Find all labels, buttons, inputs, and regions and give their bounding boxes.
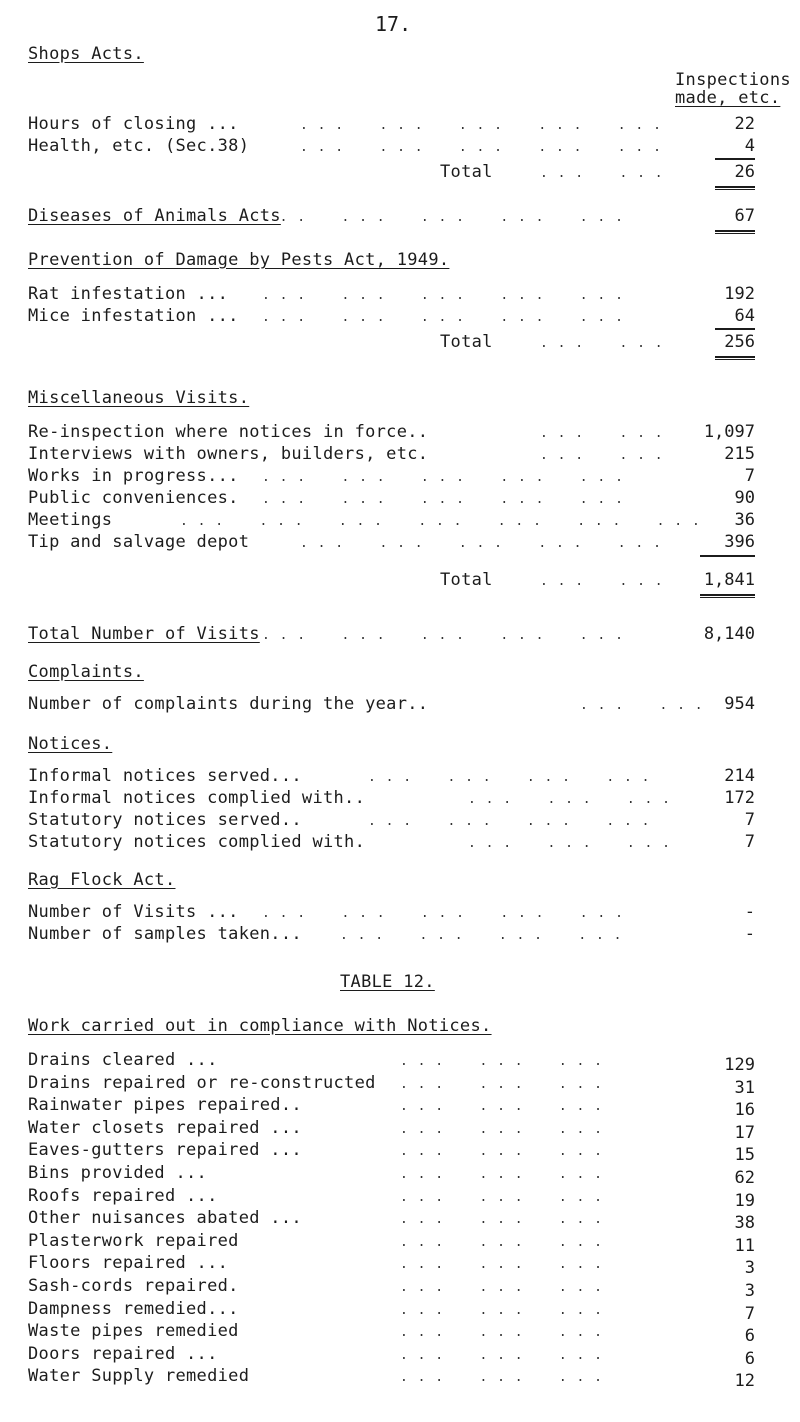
total-visits-value: 8,140 <box>703 624 755 644</box>
table-12-row-value: 16 <box>734 1100 755 1121</box>
table-12-row-value: 11 <box>734 1235 755 1256</box>
pests-row-label: Mice infestation ... <box>28 306 239 326</box>
leader-dots: . . . . . . . . . <box>400 1302 604 1318</box>
leader-dots: . . . . . . . . . . . . . . . <box>262 628 624 643</box>
sum-rule <box>700 555 755 557</box>
leader-dots: . . . . . . . . . <box>400 1076 604 1092</box>
sum-rule <box>715 328 755 330</box>
leader-dots: . . . . . . . . . <box>400 1167 604 1182</box>
notices-row-value: 172 <box>724 788 755 808</box>
notices-row-value: 7 <box>744 832 755 852</box>
leader-dots: . . . . . . <box>540 336 664 351</box>
table-12-row-value: 7 <box>744 1303 755 1324</box>
table-12-row-value: 62 <box>734 1168 755 1188</box>
total-rule <box>715 186 755 190</box>
table-12-row-label: Drains repaired or re-constructed <box>28 1072 376 1093</box>
pests-total-label: Total <box>440 332 493 352</box>
table-12-row-value: 17 <box>734 1122 755 1143</box>
shops-row-value: 4 <box>744 136 755 156</box>
notices-row-label: Statutory notices complied with. <box>28 832 366 852</box>
total-rule <box>715 356 755 360</box>
leader-dots: . . . . . . . . . <box>400 1121 604 1137</box>
leader-dots: . . . . . . . . . <box>400 1347 604 1363</box>
misc-row-value: 36 <box>734 510 755 530</box>
leader-dots: . . . . . . . . . <box>400 1257 604 1273</box>
table-12-row-label: Eaves-gutters repaired ... <box>28 1140 302 1161</box>
shops-total-label: Total <box>440 162 493 182</box>
leader-dots: . . . . . . . . . <box>400 1370 604 1386</box>
notices-row-label: Statutory notices served.. <box>28 810 302 830</box>
leader-dots: . . . . . . <box>540 426 664 441</box>
misc-heading: Miscellaneous Visits. <box>28 388 250 408</box>
rag-row-value: - <box>744 902 755 922</box>
sum-rule <box>715 158 755 160</box>
leader-dots: . . . . . . . . . . . . . . . <box>262 906 624 921</box>
misc-row-value: 215 <box>724 444 755 464</box>
total-visits-label: Total Number of Visits <box>28 624 260 644</box>
leader-dots: . . . . . . . . . . . . . . . <box>300 140 662 155</box>
diseases-label: Diseases of Animals Acts <box>28 206 281 226</box>
table-12-row-label: Waste pipes remedied <box>28 1321 239 1342</box>
leader-dots: . . . . . . . . . <box>400 1325 604 1341</box>
table-12-row-label: Rainwater pipes repaired.. <box>28 1095 302 1116</box>
table-12-row-label: Doors repaired ... <box>28 1343 218 1364</box>
misc-row-value: 396 <box>724 532 755 552</box>
misc-row-label: Public conveniences. <box>28 488 239 508</box>
table-12-row-value: 6 <box>744 1326 755 1347</box>
leader-dots: . . . . . . . . . . . . . . . <box>262 310 624 325</box>
leader-dots: . . . . . . . . . . . . . . . . . . . . . <box>180 514 701 529</box>
leader-dots: . . . . . . . . . . . . . . . <box>300 536 662 551</box>
rag-row-label: Number of samples taken... <box>28 924 302 944</box>
leader-dots: . . . . . . . . . . . . . . . <box>262 210 624 225</box>
table-12-row-value: 19 <box>734 1190 755 1211</box>
table-12-row-label: Bins provided ... <box>28 1163 208 1183</box>
table-12-row-label: Roofs repaired ... <box>28 1185 218 1206</box>
leader-dots: . . . . . . . . . <box>400 1099 604 1115</box>
shops-total-value: 26 <box>734 162 755 182</box>
notices-heading: Notices. <box>28 734 113 754</box>
table-12-subheading: Work carried out in compliance with Notices. <box>28 1016 492 1036</box>
complaints-value: 954 <box>724 694 755 714</box>
leader-dots: . . . . . . <box>540 166 664 181</box>
leader-dots: . . . . . . . . . . . . <box>368 814 651 829</box>
total-rule <box>700 594 755 598</box>
table-12-heading: TABLE 12. <box>340 972 435 992</box>
table-12-row-value: 3 <box>744 1281 755 1301</box>
table-12-row-label: Water Supply remedied <box>28 1366 250 1387</box>
table-12-row-label: Floors repaired ... <box>28 1253 229 1274</box>
table-12-row-value: 6 <box>744 1348 755 1369</box>
leader-dots: . . . . . . . . . . . . <box>368 770 651 785</box>
leader-dots: . . . . . . . . . <box>400 1144 604 1160</box>
diseases-value: 67 <box>734 206 755 226</box>
rag-heading: Rag Flock Act. <box>28 870 176 890</box>
table-12-row-label: Water closets repaired ... <box>28 1117 302 1138</box>
leader-dots: . . . . . . <box>540 574 664 589</box>
table-12-row-label: Other nuisances abated ... <box>28 1208 302 1229</box>
total-rule <box>715 230 755 234</box>
leader-dots: . . . . . . . . . . . . . . . <box>262 288 624 303</box>
inspections-header-line1: Inspections <box>675 70 791 90</box>
misc-row-label: Works in progress... <box>28 466 239 486</box>
pests-row-value: 64 <box>734 306 755 326</box>
notices-row-label: Informal notices served... <box>28 766 302 786</box>
leader-dots: . . . . . . . . . . . . <box>340 928 623 943</box>
table-12-row-value: 129 <box>724 1055 755 1075</box>
pests-row-value: 192 <box>724 284 755 304</box>
pests-row-label: Rat infestation ... <box>28 284 229 304</box>
pests-heading: Prevention of Damage by Pests Act, 1949. <box>28 250 450 270</box>
leader-dots: . . . . . . . . . . . . . . . <box>262 470 624 485</box>
notices-row-label: Informal notices complied with.. <box>28 788 366 808</box>
misc-row-label: Re-inspection where notices in force.. <box>28 422 429 442</box>
pests-total-value: 256 <box>724 332 755 352</box>
complaints-label: Number of complaints during the year.. <box>28 694 429 714</box>
shops-row-label: Health, etc. (Sec.38) <box>28 136 250 156</box>
table-12-row-label: Plasterwork repaired <box>28 1230 239 1251</box>
shops-row-label: Hours of closing ... <box>28 114 239 134</box>
leader-dots: . . . . . . . . . <box>468 836 672 851</box>
table-12-row-label: Drains cleared ... <box>28 1050 218 1070</box>
table-12-row-value: 38 <box>734 1213 755 1234</box>
inspections-header-line2: made, etc. <box>675 88 781 108</box>
rag-row-label: Number of Visits ... <box>28 902 239 922</box>
misc-row-value: 7 <box>744 466 755 486</box>
leader-dots: . . . . . . . . . . . . . . . <box>300 118 662 133</box>
leader-dots: . . . . . . . . . <box>400 1234 604 1250</box>
leader-dots: . . . . . . . . . <box>468 792 672 807</box>
section-title-shops-acts: Shops Acts. <box>28 44 144 64</box>
rag-row-value: - <box>744 924 755 944</box>
leader-dots: . . . . . . . . . <box>400 1054 604 1069</box>
table-12-row-label: Dampness remedied... <box>28 1298 239 1319</box>
table-12-row-value: 12 <box>734 1371 755 1392</box>
misc-row-label: Interviews with owners, builders, etc. <box>28 444 429 464</box>
table-12-row-value: 3 <box>744 1258 755 1279</box>
leader-dots: . . . . . . . . . <box>400 1280 604 1295</box>
misc-row-label: Meetings <box>28 510 113 530</box>
misc-total-label: Total <box>440 570 493 590</box>
shops-row-value: 22 <box>734 114 755 134</box>
table-12-row-value: 31 <box>734 1077 755 1098</box>
misc-row-label: Tip and salvage depot <box>28 532 250 552</box>
notices-row-value: 214 <box>724 766 755 786</box>
leader-dots: . . . . . . . . . <box>400 1212 604 1228</box>
table-12-row-label: Sash-cords repaired. <box>28 1276 239 1296</box>
leader-dots: . . . . . . <box>580 698 704 713</box>
notices-row-value: 7 <box>744 810 755 830</box>
misc-total-value: 1,841 <box>703 570 755 590</box>
page-number: 17. <box>375 12 412 36</box>
complaints-heading: Complaints. <box>28 662 144 682</box>
misc-row-value: 90 <box>734 488 755 508</box>
misc-row-value: 1,097 <box>703 422 755 442</box>
leader-dots: . . . . . . . . . <box>400 1189 604 1205</box>
table-12-row-value: 15 <box>734 1145 755 1166</box>
leader-dots: . . . . . . . . . . . . . . . <box>262 492 624 507</box>
leader-dots: . . . . . . <box>540 448 664 463</box>
